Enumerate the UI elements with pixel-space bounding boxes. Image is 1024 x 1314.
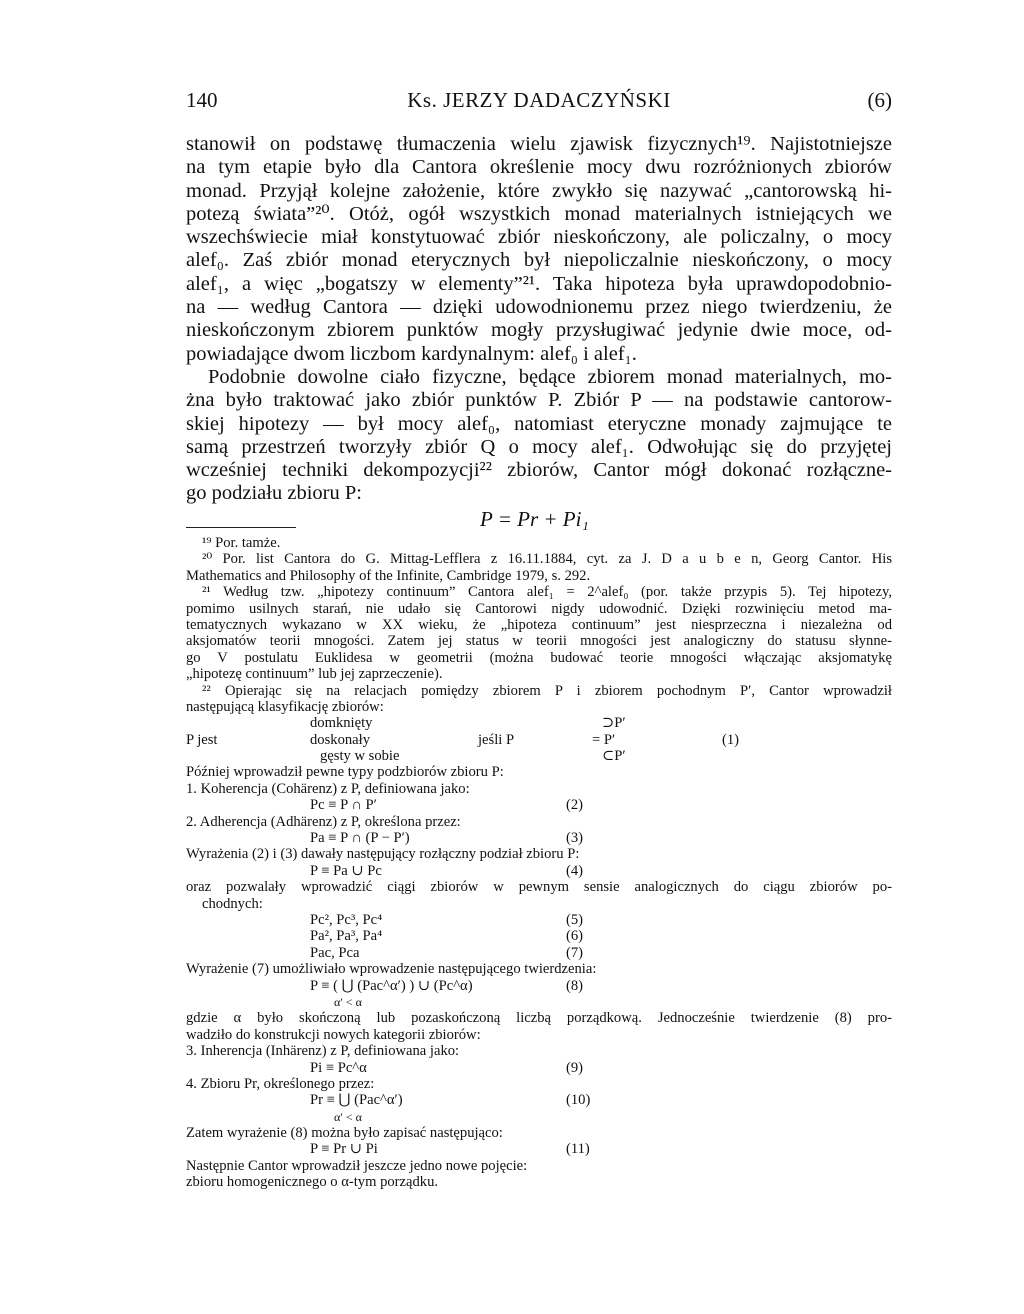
body-line: skiej hipotezy — był mocy alef₀, natomiast eteryczne monady zajmujące te xyxy=(186,412,892,435)
equation-number: (11) xyxy=(566,1141,590,1158)
equation-row xyxy=(186,945,892,961)
footnote-line: zbioru homogenicznego o α-tym porządku. xyxy=(186,1174,439,1191)
footnote-line: Mathematics and Philosophy of the Infinite, Cambridge 1979, s. 292. xyxy=(186,567,591,584)
footnote-line: Następnie Cantor wprowadził jeszcze jedno nowe pojęcie: xyxy=(186,1157,528,1174)
footnotes xyxy=(186,535,892,1191)
equation-row xyxy=(186,1092,892,1108)
footnote-line: wadziło do konstrukcji nowych kategorii zbiorów: xyxy=(186,1026,481,1043)
footnote-line: 1. Koherencja (Cohärenz) z P, definiowana jako: xyxy=(186,780,470,797)
body-line: stanowił on podstawę tłumaczenia wielu zjawisk fizycznych¹⁹. Najistotniejsze xyxy=(186,133,892,155)
class-kind: gęsty w sobie xyxy=(320,748,400,765)
footnote-line: Zatem wyrażenie (8) można było zapisać następująco: xyxy=(186,1125,503,1142)
footnote-line: ¹⁹ Por. tamże. xyxy=(202,535,281,551)
body-line: żna było traktować jako zbiór punktów P. Zbiór P — na podstawie cantorow- xyxy=(186,389,892,412)
footnote-line: tematycznych wykazano w XX wieku, że „hipoteza continuum” jest niesprzeczna i niezależna od xyxy=(186,616,892,633)
equation-number: (2) xyxy=(566,797,584,814)
running-head-author: Ks. JERZY DADACZYŃSKI xyxy=(407,88,671,112)
equation-row xyxy=(186,1060,892,1076)
class-kind: domknięty xyxy=(310,715,373,732)
equation-number: (8) xyxy=(566,977,584,994)
equation-number: (4) xyxy=(566,862,584,879)
footnote-line: 4. Zbioru Pr, określonego przez: xyxy=(186,1075,375,1092)
class-left: P jest xyxy=(186,731,218,748)
footnote-line: Wyrażenie (7) umożliwiało wprowadzenie następującego twierdzenia: xyxy=(186,961,597,978)
class-kind: doskonały xyxy=(310,731,370,748)
equation-text: Pr ≡ ⋃ (Pac^α′) xyxy=(310,1092,403,1109)
equation-number: (7) xyxy=(566,944,584,961)
footnote-line: go V postulatu Euklidesa w geometrii (można budować teorie mnogości włączając aksjomatykę xyxy=(186,649,892,666)
footnote-line: aksjomatów teorii mnogości. Zatem jej status w teorii mnogości jest analogiczny do statusu słynne- xyxy=(186,633,892,650)
equation-row xyxy=(186,797,892,813)
footnote-line: Wyrażenia (2) i (3) dawały następujący rozłączny podział zbioru P: xyxy=(186,846,580,863)
footnote-divider xyxy=(186,527,296,528)
class-relation: ⊂P′ xyxy=(602,748,626,765)
equation-text: Pc ≡ P ∩ P′ xyxy=(310,797,377,814)
body-line: wcześniej techniki dekompozycji²² zbiorów, Cantor mógł dokonać rozłączne- xyxy=(186,459,892,482)
body-line: na — według Cantora — dzięki udowodnionemu przez niego twierdzeniu, że xyxy=(186,296,892,319)
body-line: wszechświecie miał konstytuować zbiór nieskończony, ale policzalny, o mocy xyxy=(186,226,892,249)
equation-row xyxy=(186,863,892,879)
equation-text: P ≡ Pa ∪ Pc xyxy=(310,862,382,879)
equation-text: P ≡ Pr ∪ Pi xyxy=(310,1141,378,1158)
footnote-line: chodnych: xyxy=(202,895,263,912)
equation-number: (9) xyxy=(566,1059,584,1076)
equation-number: (3) xyxy=(566,830,584,847)
body-line: go podziału zbioru P: xyxy=(186,482,362,505)
body-line: alef₁, a więc „bogatszy w elementy”²¹. Taka hipoteza była uprawdopodobnio- xyxy=(186,272,892,295)
footnote-line: ²² Opierając się na relacjach pomiędzy zbiorem P i zbiorem pochodnym P′, Cantor wprowadził xyxy=(202,682,892,699)
equation-subscript-row xyxy=(186,1109,892,1125)
equation-number: (10) xyxy=(566,1092,591,1109)
equation-number: (5) xyxy=(566,911,584,928)
body-line: na tym etapie było dla Cantora określenie mocy dwu rozróżnionych zbiorów xyxy=(186,156,892,179)
footnote-line: oraz pozwalały wprowadzić ciągi zbiorów w pewnym sensie analogicznych do ciągu zbiorów po- xyxy=(186,879,892,896)
body-line: powiadające dwom liczbom kardynalnym: alef₀ i alef₁. xyxy=(186,342,637,365)
equation-row xyxy=(186,928,892,944)
equation-text: Pa ≡ P ∩ (P − P′) xyxy=(310,830,410,847)
footnote-line: ²¹ Według tzw. „hipotezy continuum” Cantora alef₁ = 2^alef₀ (por. także przypis 5). Tej hipotezy, xyxy=(202,584,892,601)
body-line: alef₀. Zaś zbiór monad eterycznych był niepoliczalnie nieskończony, o mocy xyxy=(186,249,892,272)
class-relation: ⊃P′ xyxy=(602,715,626,732)
equation-subscript-row xyxy=(186,994,892,1010)
equation-row xyxy=(186,1141,892,1157)
main-text xyxy=(186,133,892,532)
equation-subscript: α′ < α xyxy=(334,994,362,1009)
equation-text: Pi ≡ Pc^α xyxy=(310,1059,367,1076)
footnote-line: ²⁰ Por. list Cantora do G. Mittag-Lefflera z 16.11.1884, cyt. za J. D a u b e n, Georg Cantor. His xyxy=(202,551,892,568)
body-line: nieskończonym zbiorem punktów mogły przysługiwać jedynie dwie moce, od- xyxy=(186,319,892,342)
running-head-part: (6) xyxy=(867,88,892,112)
body-line: Podobnie dowolne ciało fizyczne, będące zbiorem monad materialnych, mo- xyxy=(208,365,892,388)
equation-row xyxy=(186,978,892,994)
classification-row xyxy=(186,748,892,764)
footnote-line: następującą klasyfikację zbiorów: xyxy=(186,698,384,715)
body-line: potezą świata”²⁰. Otóż, ogół wszystkich monad materialnych istniejących we xyxy=(186,202,892,225)
footnote-line: 2. Adherencja (Adhärenz) z P, określona przez: xyxy=(186,813,461,830)
body-line: monad. Przyjął kolejne założenie, które zwykło się nazywać „cantorowską hi- xyxy=(186,179,892,202)
footnote-line: „hipotezę continuum” lub jej zaprzeczenie). xyxy=(186,666,443,683)
body-formula: P = Pr + Pi₁ xyxy=(480,506,589,531)
page-number: 140 xyxy=(186,88,218,112)
footnote-line: gdzie α było skończoną lub pozaskończoną liczbą porządkową. Jednocześnie twierdzenie (8) pro- xyxy=(186,1010,892,1027)
equation-number: (6) xyxy=(566,928,584,945)
class-number: (1) xyxy=(722,731,740,748)
footnote-line: 3. Inherencja (Inhärenz) z P, definiowana jako: xyxy=(186,1043,460,1060)
class-relation: = P′ xyxy=(592,731,616,748)
equation-text: Pa², Pa³, Pa⁴ xyxy=(310,928,383,945)
equation-text: Pac, Pca xyxy=(310,944,360,961)
footnote-line: Później wprowadził pewne typy podzbiorów zbioru P: xyxy=(186,764,504,781)
running-head xyxy=(186,88,892,114)
classification-row xyxy=(186,715,892,731)
equation-row xyxy=(186,912,892,928)
equation-subscript: α′ < α xyxy=(334,1109,362,1124)
footnote-line: pomimo usilnych starań, nie udało się Cantorowi nigdy udowodnić. Dzięki rozwinięciu metod ma- xyxy=(186,600,892,617)
equation-row xyxy=(186,830,892,846)
equation-text: P ≡ ( ⋃ (Pac^α′) ) ∪ (Pc^α) xyxy=(310,977,473,994)
body-line: samą przestrzeń tworzyły zbiór Q o mocy alef₁. Odwołując się do przyjętej xyxy=(186,435,892,458)
class-condition: jeśli P xyxy=(478,731,515,748)
equation-text: Pc², Pc³, Pc⁴ xyxy=(310,911,383,928)
classification-row xyxy=(186,732,892,748)
